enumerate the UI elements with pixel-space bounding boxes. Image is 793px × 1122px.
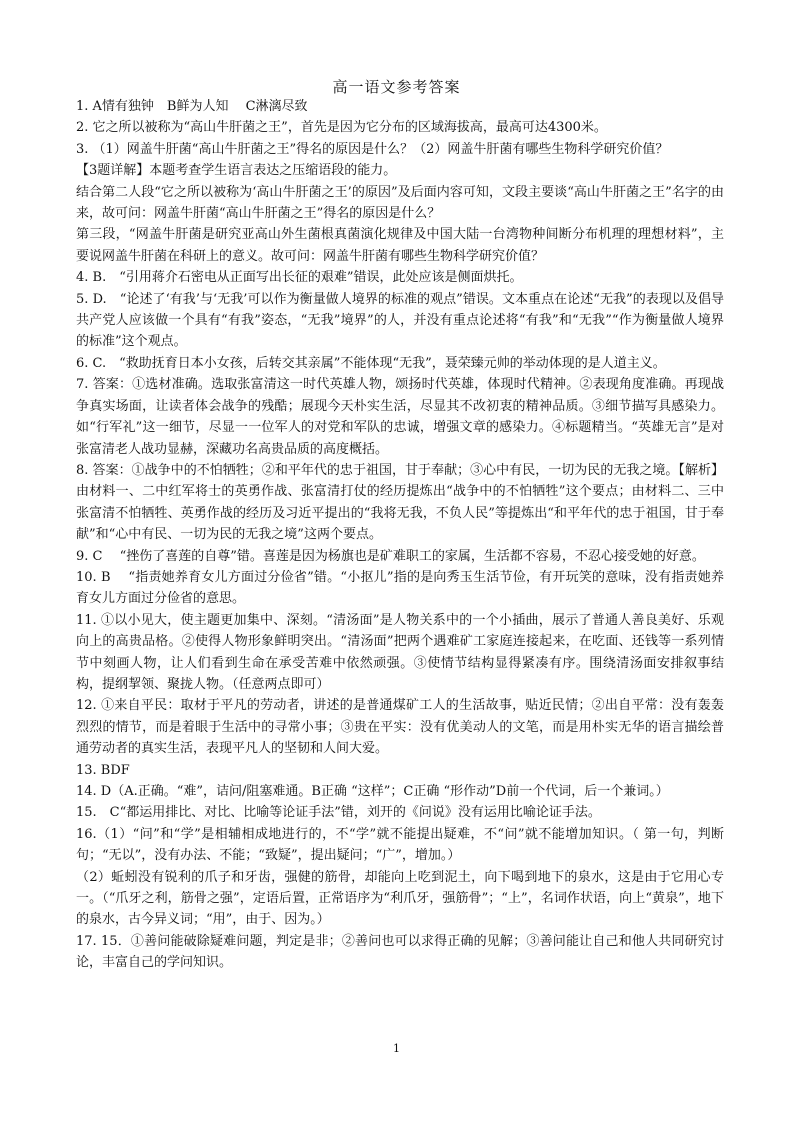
answer-line: 3. （1）网盖牛肝菌“高山牛肝菌之王”得名的原因是什么？（2）网盖牛肝菌有哪些生物科学研究价值？ bbox=[76, 141, 669, 157]
answer-line: 5. D. “论述了‘有我’与‘无我’可以作为衡量做人境界的标准的观点”错误。文本重点在论述“无我”的表现以及倡导共产党人应该做一个具有“有我”姿态，“无我”境界”的人，并没有重点论述将“有我”和“无我”“作为衡量做人境界的标准”这个观点。 bbox=[76, 291, 724, 350]
answer-line: 10. B “指责她养育女儿方面过分俭省”错。“小抠儿”指的是向秀玉生活节俭，有开玩笑的意味，没有指责她养育女儿方面过分俭省的意思。 bbox=[76, 569, 724, 607]
answer-line: 【3题详解】本题考查学生语言表达之压缩语段的能力。 bbox=[76, 163, 397, 179]
answer-content bbox=[76, 96, 724, 974]
answer-line: 13. BDF bbox=[76, 762, 130, 778]
answer-line: 8. 答案：①战争中的不怕牺牲；②和平年代的忠于祖国，甘于奉献；③心中有民，一切为民的无我之境。【解析】由材料一、二中红军将士的英勇作战、张富清打仗的经历提炼出“战争中的不怕牺牲”这个要点；由材料二、三中张富清不怕牺牲、英勇作战的经历及习近平提出的“我将无我，不负人民”等提炼出“和平年代的忠于祖国，甘于奉献”和“心中有民、一切为民的无我之境”这两个要点。 bbox=[76, 462, 724, 543]
answer-line: 4. B. “引用蒋介石密电从正面写出长征的艰难”错误，此处应该是侧面烘托。 bbox=[76, 270, 523, 286]
answer-line: 第三段，“网盖牛肝菌是研究亚高山外生菌根真菌演化规律及中国大陆一台湾物种间断分布机理的理想材料”，主要说网盖牛肝菌在科研上的意义。故可问：网盖牛肝菌有哪些生物科学研究价值？ bbox=[76, 227, 724, 264]
answer-line: 2. 它之所以被称为“高山牛肝菌之王”，首先是因为它分布的区域海拔高，最高可达4300米。 bbox=[76, 120, 607, 136]
answer-line: 12. ①来自平民：取材于平凡的劳动者，讲述的是普通煤矿工人的生活故事，贴近民情；②出自平常：没有轰轰烈烈的情节，而是着眼于生活中的寻常小事；③贵在平实：没有优美动人的文笔，而是用朴实无华的语言描绘普通劳动者的真实生活，表现平凡人的坚韧和人间大爱。 bbox=[76, 698, 724, 757]
answer-line: 15. C“都运用排比、对比、比喻等论证手法”错，刘开的《问说》没有运用比喻论证手法。 bbox=[76, 805, 601, 821]
page-number: 1 bbox=[393, 1042, 400, 1055]
answer-line: 结合第二人段“它之所以被称为‘高山牛肝菌之王’的原因”及后面内容可知，文段主要谈“高山牛肝菌之王”名字的由来，故可问：网盖牛肝菌“高山牛肝菌之王”得名的原因是什么？ bbox=[76, 184, 724, 222]
answer-line: （2）蚯蚓没有锐利的爪子和牙齿，强健的筋骨，却能向上吃到泥土，向下喝到地下的泉水，这是由于它用心专一。（“爪牙之利，筋骨之强”，定语后置，正常语序为“利爪牙，强筋骨”；“上”，名词作状语，向上“黄泉”，地下的泉水，古今异义词；“用”，由于、因为。） bbox=[76, 869, 724, 928]
document-title: 高一语文参考答案 bbox=[332, 78, 461, 96]
answer-line: 11. ①以小见大，使主题更加集中、深刻。“清汤面”是人物关系中的一个小插曲，展示了普通人善良美好、乐观向上的高贵品格。②使得人物形象鲜明突出。“清汤面”把两个遇难矿工家庭连接起来，在吃面、还钱等一系列情节中刻画人物，让人们看到生命在承受苦难中依然顽强。③使情节结构显得紧凑有序。围绕清汤面安排叙事结构，提纲挈领、聚拢人物。（任意两点即可） bbox=[76, 612, 724, 692]
answer-line: 1. A情有独钟 B鲜为人知 C淋漓尽致 bbox=[76, 99, 308, 114]
answer-line: 6. C. “救助抚育日本小女孩，后转交其亲属”不能体现“无我”，聂荣臻元帅的举动体现的是人道主义。 bbox=[76, 355, 666, 371]
answer-line: 7. 答案：①选材准确。选取张富清这一时代英雄人物，颂扬时代英雄，体现时代精神。②表现角度准确。再现战争真实场面，让读者体会战争的残酷；展现今天朴实生活，尽显其不改初衷的精神品质。③细节描写具感染力。如“行军礼”这一细节，尽显一一位军人的对党和军队的忠诚，增强文章的感染力。④标题精当。“英雄无言”是对张富清老人战功显赫，深藏功名高贵品质的高度概括。 bbox=[76, 377, 724, 457]
answer-line: 17. 15．①善问能破除疑难问题，判定是非；②善问也可以求得正确的见解；③善问能让自己和他人共同研究讨论，丰富自己的学问知识。 bbox=[76, 933, 724, 971]
answer-line: 16.（1）“问”和“学”是相辅相成地进行的，不“学”就不能提出疑难，不“问”就不能增加知识。（ 第一句，判断句；“无以”，没有办法、不能；“致疑”，提出疑问；“广”，增加。） bbox=[76, 826, 724, 864]
answer-line: 9. C “挫伤了喜莲的自尊”错。喜莲是因为杨旗也是矿难职工的家属，生活都不容易，不忍心接受她的好意。 bbox=[76, 548, 705, 564]
answer-line: 14. D（A.正确。“难”，诘问/阻塞难通。B正确 “这样”；C正确 “形作动”D前一个代词，后一个兼词。） bbox=[76, 784, 669, 799]
